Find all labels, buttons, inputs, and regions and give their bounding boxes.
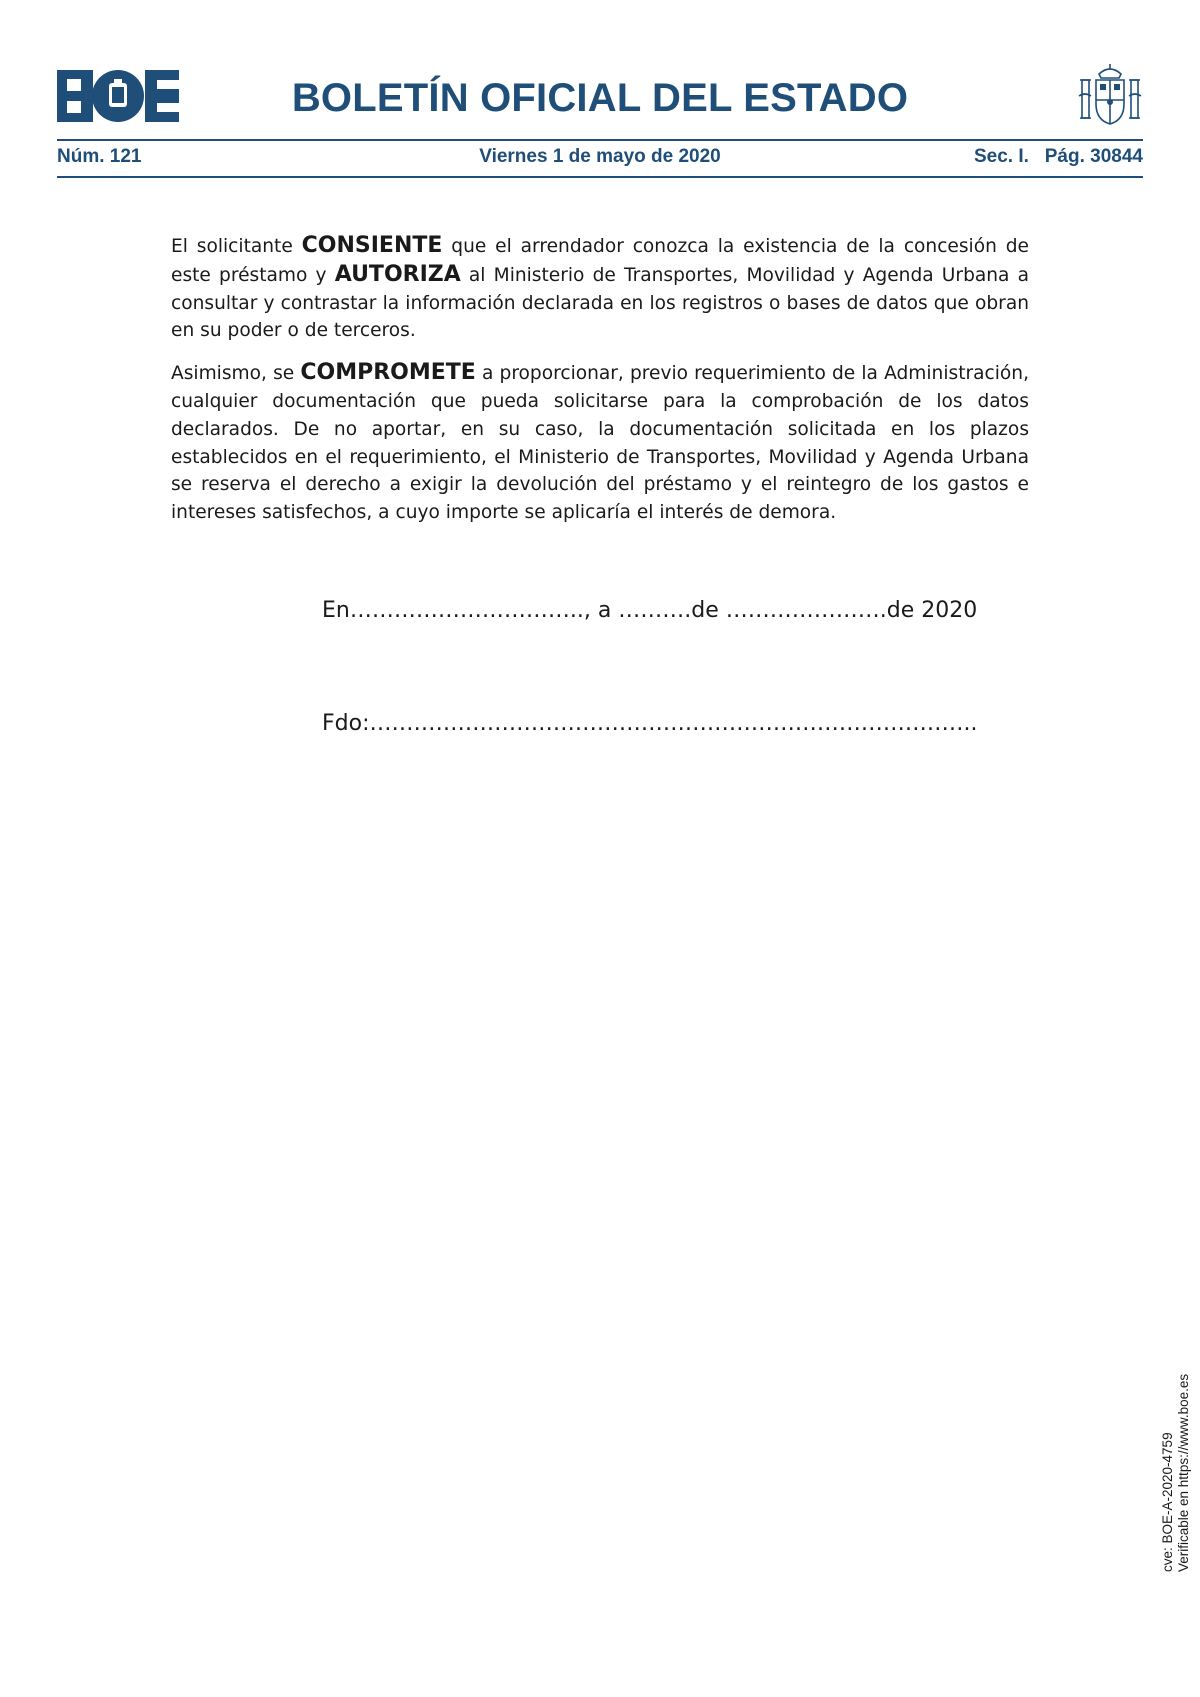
- section-page: Sec. I. Pág. 30844: [974, 146, 1143, 167]
- place-date-line: En………………………….., a ……….de ………………….de 2020: [322, 598, 978, 623]
- header-rule-top: [57, 139, 1143, 141]
- page-title: BOLETÍN OFICIAL DEL ESTADO: [291, 76, 909, 120]
- consent-text-1: El solicitante: [171, 236, 302, 257]
- issue-date: Viernes 1 de mayo de 2020: [479, 146, 721, 167]
- commitment-text-2: a proporcionar, previo requerimiento de la Administración, cualquier documentación que pueda solicitarse para la comprobación de los datos declarados. De no aportar, en su caso, la documentación solicitada en los plazos establecidos en el requerimiento, el Ministerio de Transportes, Movilidad y Agenda Urbana se reserva el derecho a exigir la devolución del préstamo y el reintegro de los gastos e intereses satisfechos, a cuyo importe se aplicaría el interés de demora.: [171, 363, 1029, 524]
- commit-keyword: COMPROMETE: [300, 360, 476, 386]
- consent-text-3: al Ministerio de Transportes, Movilidad y Agenda Urbana a consultar y contrastar la información declarada en los registros o bases de datos que obran en su poder o de terceros.: [171, 264, 1030, 342]
- document-header: [57, 66, 1143, 126]
- issue-number: Núm. 121: [57, 146, 142, 167]
- verification-stamp: [1160, 1374, 1192, 1572]
- coat-of-arms-icon: [1077, 62, 1143, 128]
- commitment-text-1: Asimismo, se: [171, 363, 301, 385]
- verify-url: Verificable en https://www.boe.es: [1176, 1373, 1191, 1572]
- consent-keyword: CONSIENTE: [301, 233, 443, 258]
- document-body: [171, 232, 1029, 541]
- header-meta: [57, 146, 1143, 172]
- header-rule-bottom: [57, 176, 1143, 178]
- consent-paragraph: [171, 232, 1029, 345]
- commitment-paragraph: [171, 359, 1029, 527]
- authorize-keyword: AUTORIZA: [334, 261, 461, 287]
- cve-code: cve: BOE-A-2020-4759: [1160, 1432, 1175, 1572]
- signature-line: Fdo:………………………………………………………………………..: [322, 711, 978, 736]
- consent-text-2: que el arrendador conozca la existencia de la concesión de este préstamo y: [171, 236, 1029, 286]
